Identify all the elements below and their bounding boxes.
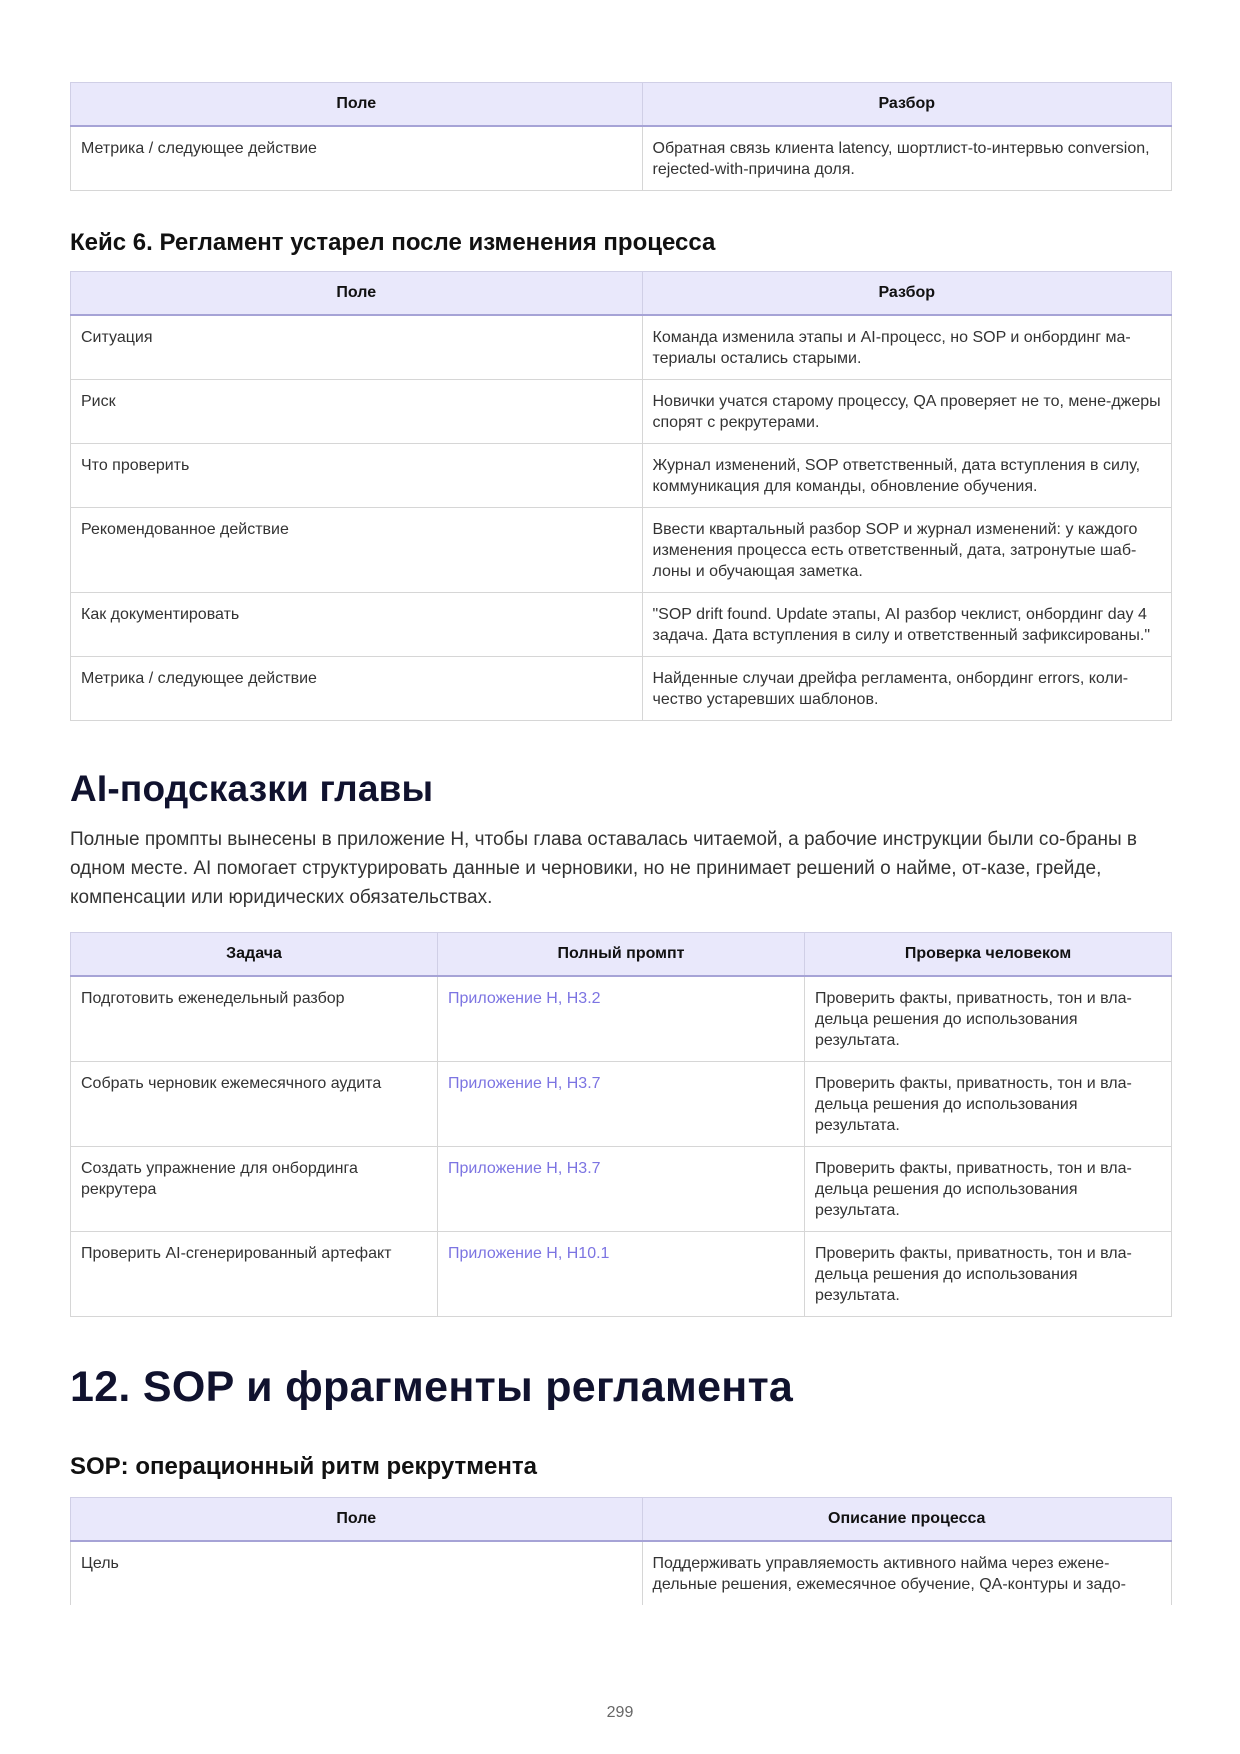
metric-table: [70, 82, 1172, 191]
table-cell: Метрика / следующее действие: [71, 657, 643, 721]
table-cell: Ситуация: [71, 315, 643, 380]
table-cell: [438, 1147, 805, 1232]
table-row: [71, 1062, 1172, 1147]
table-row: [71, 1541, 1172, 1605]
appendix-link[interactable]: Приложение H, H3.2: [448, 990, 601, 1007]
table-cell: Рекомендованное действие: [71, 508, 643, 593]
column-header: Полный промпт: [438, 933, 805, 977]
table-cell: Проверить факты, приватность, тон и вла-дельца решения до использования результата.: [805, 976, 1172, 1062]
column-header: Проверка человеком: [805, 933, 1172, 977]
table-row: [71, 976, 1172, 1062]
table-cell: "SOP drift found. Update этапы, AI разбор чеклист, онбординг day 4 задача. Дата вступления в силу и ответственный зафиксированы.": [642, 593, 1172, 657]
ai-section-heading: AI-подсказки главы: [70, 768, 434, 809]
appendix-link[interactable]: Приложение H, H3.7: [448, 1160, 601, 1177]
table-row: [71, 444, 1172, 508]
table-cell: Ввести квартальный разбор SOP и журнал изменений: у каждого изменения процесса есть ответственный, дата, затронутые шаб-лоны и обучающая заметка.: [642, 508, 1172, 593]
page-number: 299: [606, 1704, 634, 1721]
appendix-link[interactable]: Приложение H, H3.7: [448, 1075, 601, 1092]
table-row: [71, 126, 1172, 191]
chapter-heading: 12. SOP и фрагменты регламента: [70, 1363, 794, 1411]
table-header-row: [71, 83, 1172, 127]
column-header: Описание процесса: [642, 1498, 1172, 1542]
case6-table: [70, 271, 1172, 721]
column-header: Задача: [71, 933, 438, 977]
column-header: Поле: [71, 1498, 643, 1542]
table-cell: Проверить факты, приватность, тон и вла-дельца решения до использования результата.: [805, 1147, 1172, 1232]
appendix-link[interactable]: Приложение H, H10.1: [448, 1245, 610, 1262]
table-row: [71, 657, 1172, 721]
table-row: [71, 380, 1172, 444]
table-cell: Как документировать: [71, 593, 643, 657]
sop-subheading: SOP: операционный ритм рекрутмента: [70, 1453, 537, 1480]
table-cell: Метрика / следующее действие: [71, 126, 643, 191]
table-row: [71, 1232, 1172, 1317]
column-header: Поле: [71, 272, 643, 316]
table-cell: Команда изменила этапы и AI-процесс, но SOP и онбординг ма-териалы остались старыми.: [642, 315, 1172, 380]
column-header: Разбор: [642, 83, 1172, 127]
page-content: [70, 82, 1172, 1605]
column-header: Разбор: [642, 272, 1172, 316]
table-header-row: [71, 272, 1172, 316]
table-cell: Создать упражнение для онбординга рекрутера: [71, 1147, 438, 1232]
ai-section-paragraph: Полные промпты вынесены в приложение H, чтобы глава оставалась читаемой, а рабочие инструкции были со-браны в одном месте. AI помогает структурировать данные и черновики, но не принимает решений о найме, от-казе, грейде, компенсации или юридических обязательствах.: [70, 829, 1137, 908]
table-row: [71, 508, 1172, 593]
table-row: [71, 593, 1172, 657]
table-cell: Новички учатся старому процессу, QA проверяет не то, мене-джеры спорят с рекрутерами.: [642, 380, 1172, 444]
table-cell: Проверить AI-сгенерированный артефакт: [71, 1232, 438, 1317]
column-header: Поле: [71, 83, 643, 127]
table-row: [71, 315, 1172, 380]
table-cell: [438, 976, 805, 1062]
table-cell: [438, 1232, 805, 1317]
table-cell: [438, 1062, 805, 1147]
ai-prompts-table: [70, 932, 1172, 1317]
table-header-row: [71, 933, 1172, 977]
table-cell: Проверить факты, приватность, тон и вла-дельца решения до использования результата.: [805, 1062, 1172, 1147]
table-cell: Цель: [71, 1541, 643, 1605]
table-cell: Что проверить: [71, 444, 643, 508]
table-cell: Подготовить еженедельный разбор: [71, 976, 438, 1062]
table-cell: Журнал изменений, SOP ответственный, дата вступления в силу, коммуникация для команды, обновление обучения.: [642, 444, 1172, 508]
table-header-row: [71, 1498, 1172, 1542]
table-cell: Найденные случаи дрейфа регламента, онбординг errors, коли-чество устаревших шаблонов.: [642, 657, 1172, 721]
table-cell: Собрать черновик ежемесячного аудита: [71, 1062, 438, 1147]
table-cell: Поддерживать управляемость активного найма через ежене-дельные решения, ежемесячное обучение, QA-контуры и задо-: [642, 1541, 1172, 1605]
sop-table: [70, 1497, 1172, 1605]
table-cell: Риск: [71, 380, 643, 444]
case6-title: Кейс 6. Регламент устарел после изменения процесса: [70, 229, 716, 256]
table-cell: Обратная связь клиента latency, шортлист-to-интервью conversion, rejected-with-причина доля.: [642, 126, 1172, 191]
table-cell: Проверить факты, приватность, тон и вла-дельца решения до использования результата.: [805, 1232, 1172, 1317]
table-row: [71, 1147, 1172, 1232]
